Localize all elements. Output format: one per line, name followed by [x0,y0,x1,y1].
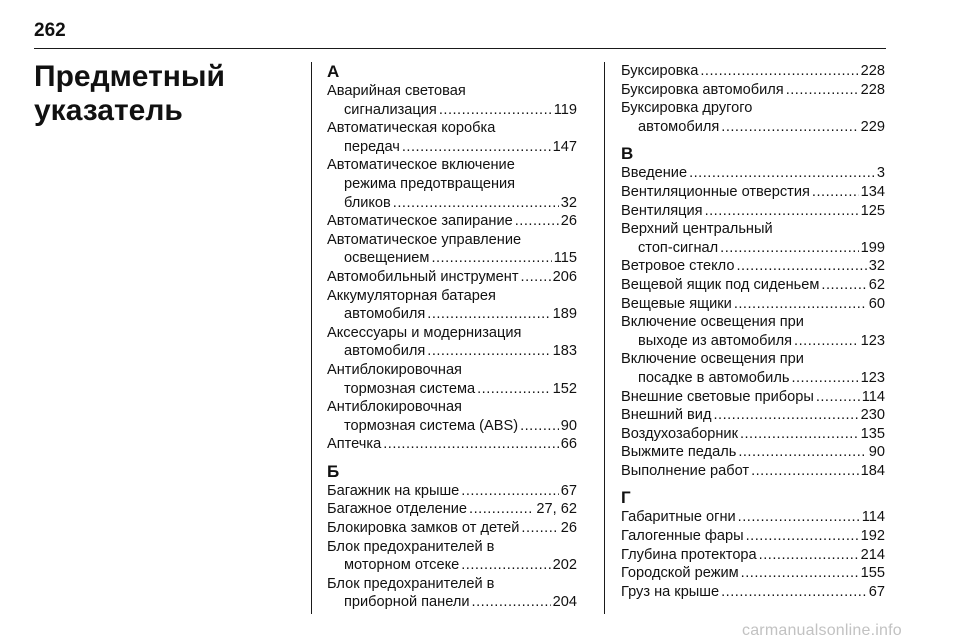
index-entry [327,231,577,268]
entry-text: Груз на крыше [621,583,720,600]
entry-line [621,118,885,137]
entry-page-number: 32 [560,194,577,211]
index-section [327,462,577,612]
index-entry [327,212,577,231]
entry-text: Антиблокировочная [327,399,462,416]
entry-text: Багажное отделение [327,501,468,518]
entry-line [621,462,885,481]
entry-page-number: 202 [552,557,577,574]
entry-line [621,369,885,388]
entry-text: Глубина протектора [621,546,757,563]
entry-page-number: 192 [860,528,885,545]
index-entry [621,62,885,81]
entry-page-number: 123 [860,332,885,349]
entry-page-number: 228 [860,81,885,98]
entry-page-number: 135 [860,425,885,442]
entry-page-number: 66 [560,436,577,453]
index-entry [621,508,885,527]
section-letter: А [327,62,340,81]
dot-leader [461,556,550,575]
entry-page-number: 147 [552,138,577,155]
entry-text: выходе из автомобиля [638,332,793,349]
dot-leader [738,443,866,462]
entry-line [327,287,577,306]
entry-text: передач [344,138,400,155]
dot-leader [402,138,551,157]
index-entry [621,443,885,462]
entry-page-number: 32 [868,258,885,275]
entry-text: сигнализация [344,101,437,118]
dot-leader [721,583,867,602]
dot-leader [816,388,860,407]
index-entry [327,268,577,287]
dot-leader [439,101,552,120]
entry-text: Ветровое стекло [621,258,735,275]
dot-leader [721,118,858,137]
entry-text: тормозная система [344,380,476,397]
entry-page-number: 184 [860,462,885,479]
entry-text: автомобиля [344,306,426,323]
dot-leader [759,546,859,565]
index-entry [327,435,577,454]
entry-text: Выполнение работ [621,462,750,479]
entry-text: моторном отсеке [344,557,460,574]
entry-line [327,519,577,538]
entry-line [621,239,885,258]
dot-leader [812,183,859,202]
dot-leader [515,212,559,231]
entry-page-number: 67 [560,482,577,499]
index-entry [327,398,577,435]
dot-leader [734,295,867,314]
index-entry [621,462,885,481]
entry-line [621,564,885,583]
entry-page-number: 199 [860,239,885,256]
header-rule [34,48,886,49]
dot-leader [472,593,551,612]
dot-leader [786,81,859,100]
entry-line [327,138,577,157]
entry-line [327,101,577,120]
entry-text: Введение [621,165,688,182]
index-entry [621,425,885,444]
entry-text: Автоматическое управление [327,231,522,248]
page-title: Предметный указатель [34,60,225,127]
entry-text: режима предотвращения [344,175,516,192]
entry-page-number: 26 [560,520,577,537]
dot-leader [713,406,858,425]
entry-text: Вещевые ящики [621,295,732,312]
entry-text: Багажник на крыше [327,482,460,499]
entry-text: Галогенные фары [621,528,744,545]
dot-leader [461,482,558,501]
entry-text: Аптечка [327,436,382,453]
entry-line [621,62,885,81]
entry-text: стоп-сигнал [638,239,719,256]
entry-page-number: 123 [860,369,885,386]
entry-line [327,500,577,519]
entry-line [621,425,885,444]
dot-leader [393,194,559,213]
dot-leader [751,462,859,481]
index-section [621,144,885,480]
dot-leader [427,342,550,361]
index-section [621,488,885,601]
index-entry [327,500,577,519]
section-letter: Б [327,461,340,481]
section-letter: В [621,144,634,164]
index-entry [621,527,885,546]
entry-text: Блок предохранителей в [327,575,495,592]
entry-text: Вещевой ящик под сиденьем [621,276,820,293]
entry-line [327,231,577,250]
index-entry [327,324,577,361]
index-entry [327,82,577,119]
entry-line [621,295,885,314]
entry-text: Аккумуляторная батарея [327,287,496,304]
entry-line [621,220,885,239]
entry-text: Внешний вид [621,407,712,424]
entry-text: Выжмите педаль [621,444,737,461]
entry-page-number: 67 [868,583,885,600]
dot-leader [705,202,859,221]
entry-page-number: 90 [560,417,577,434]
index-entry [327,538,577,575]
entry-line [621,164,885,183]
entry-line [327,538,577,557]
entry-text: бликов [344,194,391,211]
index-entry [327,519,577,538]
entry-text: Городской режим [621,565,739,582]
entry-text: Блок предохранителей в [327,538,495,555]
dot-leader [469,500,534,519]
dot-leader [736,257,866,276]
dot-leader [383,435,559,454]
index-entry [621,257,885,276]
dot-leader [521,519,558,538]
entry-text: Автоматическая коробка [327,120,496,137]
dot-leader [741,564,859,583]
column-divider-right [604,62,605,614]
entry-line [621,583,885,602]
entry-line [621,257,885,276]
index-entry [621,220,885,257]
dot-leader [794,332,859,351]
entry-line [327,575,577,594]
entry-page-number: 134 [860,183,885,200]
entry-text: Автомобильный инструмент [327,268,519,285]
entry-line [621,183,885,202]
entry-page-number: 27, 62 [536,501,577,518]
index-column-2 [621,62,885,601]
entry-text: Верхний центральный [621,221,773,238]
entry-line [327,398,577,417]
entry-line [621,527,885,546]
entry-line [621,81,885,100]
entry-line [621,546,885,565]
entry-text: Вентиляционные отверстия [621,183,810,200]
dot-leader [689,164,875,183]
entry-text: Буксировка автомобиля [621,81,784,98]
entry-line [327,268,577,287]
entry-text: освещением [344,250,430,267]
index-column-1 [327,62,577,612]
watermark: carmanualsonline.info [742,622,902,639]
dot-leader [746,527,859,546]
entry-page-number: 115 [553,250,577,267]
index-entry [327,575,577,612]
entry-page-number: 204 [552,594,577,611]
entry-page-number: 183 [552,343,577,360]
entry-page-number: 62 [868,276,885,293]
entry-page-number: 155 [860,565,885,582]
entry-text: автомобиля [344,343,426,360]
entry-line [621,276,885,295]
dot-leader [427,305,550,324]
entry-line [621,350,885,369]
entry-line [621,332,885,351]
entry-line [327,435,577,454]
entry-page-number: 114 [861,509,885,526]
dot-leader [738,508,860,527]
entry-text: тормозная система (ABS) [344,417,519,434]
entry-text: автомобиля [638,118,720,135]
index-entry [621,276,885,295]
entry-line [327,119,577,138]
entry-page-number: 152 [552,380,577,397]
page-number: 262 [34,20,66,41]
index-entry [327,287,577,324]
entry-page-number: 3 [876,165,885,182]
dot-leader [740,425,859,444]
dot-leader [720,239,858,258]
index-entry [621,546,885,565]
index-entry [621,388,885,407]
index-entry [621,295,885,314]
index-entry [327,156,577,212]
entry-text: Габаритные огни [621,509,736,526]
entry-line [327,175,577,194]
entry-text: Аварийная световая [327,83,466,99]
entry-line [621,313,885,332]
entry-line [621,202,885,221]
index-entry [327,119,577,156]
entry-page-number: 26 [560,213,577,230]
index-section [327,62,577,454]
index-entry [621,583,885,602]
entry-text: Включение освещения при [621,351,804,368]
entry-line [327,212,577,231]
index-entry [621,406,885,425]
dot-leader [431,249,551,268]
entry-text: Автоматическое запирание [327,213,513,230]
index-entry [621,350,885,387]
entry-line [327,324,577,343]
index-entry [621,202,885,221]
entry-line [327,361,577,380]
entry-page-number: 230 [860,407,885,424]
index-entry [621,164,885,183]
index-entry [621,313,885,350]
entry-line [327,482,577,501]
dot-leader [791,369,858,388]
index-section [621,62,885,136]
dot-leader [520,417,559,436]
entry-page-number: 114 [861,388,885,405]
entry-page-number: 60 [868,295,885,312]
dot-leader [700,62,858,81]
entry-text: Автоматическое включение [327,157,515,174]
entry-line [327,380,577,399]
entry-text: приборной панели [344,594,470,611]
dot-leader [477,380,551,399]
entry-text: Блокировка замков от детей [327,520,520,537]
entry-text: Вентиляция [621,202,703,219]
entry-text: Буксировка другого [621,100,753,117]
index-entry [327,482,577,501]
entry-text: посадке в автомобиль [638,369,790,386]
index-entry [621,81,885,100]
index-entry [621,183,885,202]
entry-line [327,305,577,324]
entry-line [327,593,577,612]
entry-page-number: 125 [860,202,885,219]
entry-page-number: 214 [860,546,885,563]
entry-page-number: 206 [552,268,577,285]
dot-leader [521,268,551,287]
entry-line [621,443,885,462]
entry-line [621,406,885,425]
index-entry [621,564,885,583]
entry-line [327,556,577,575]
entry-page-number: 90 [868,444,885,461]
entry-page-number: 119 [553,101,577,118]
entry-line [621,99,885,118]
entry-text: Антиблокировочная [327,361,462,378]
section-letter: Г [621,488,631,508]
entry-page-number: 189 [552,306,577,323]
entry-text: Буксировка [621,63,699,79]
entry-text: Включение освещения при [621,314,804,331]
entry-line [327,249,577,268]
entry-text: Аксессуары и модернизация [327,324,522,341]
entry-line [621,508,885,527]
entry-line [327,82,577,101]
dot-leader [821,276,866,295]
entry-line [327,194,577,213]
entry-line [327,342,577,361]
entry-page-number: 229 [860,118,885,135]
entry-line [621,388,885,407]
index-entry [621,99,885,136]
index-entry [327,361,577,398]
entry-text: Внешние световые приборы [621,388,814,405]
entry-text: Воздухозаборник [621,425,738,442]
entry-line [327,156,577,175]
column-divider-left [311,62,312,614]
entry-page-number: 228 [860,63,885,79]
entry-line [327,417,577,436]
